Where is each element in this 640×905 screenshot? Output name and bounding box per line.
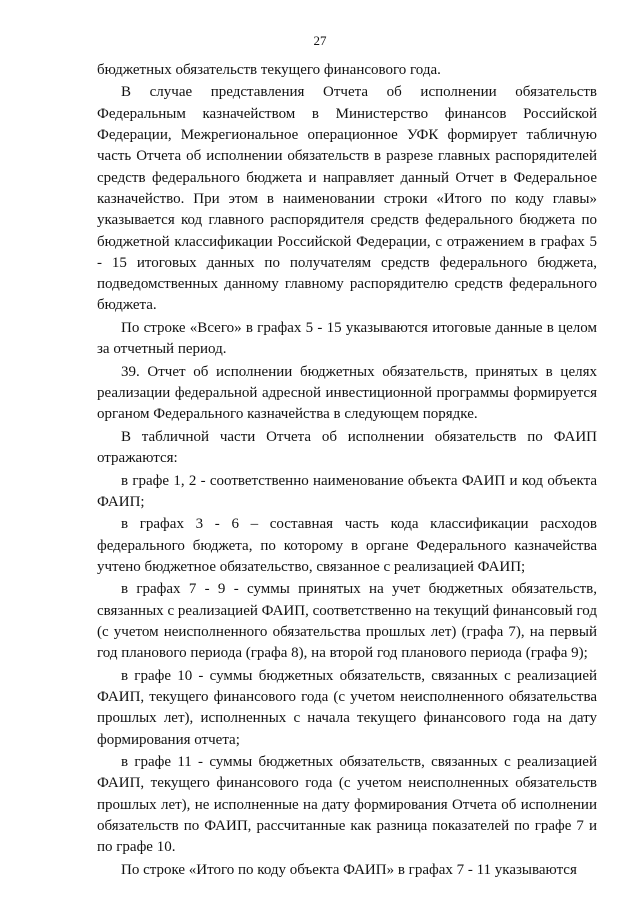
paragraph-total-row: По строке «Всего» в графах 5 - 15 указываются итоговые данные в целом за отчетный период. (97, 319, 597, 358)
paragraph-columns-7-9: в графах 7 - 9 - суммы принятых на учет бюджетных обязательств, связанных с реализацией ФАИП, соответственно на текущий финансовый год (с учетом неисполненного обязательства прошлых лет) (графа 7), на первый год планового периода (графа 8), на второй год планового периода (графа 9); (97, 581, 597, 662)
paragraph-continuation: бюджетных обязательств текущего финансового года. (97, 62, 441, 78)
paragraph-columns-1-2: в графе 1, 2 - соответственно наименование объекта ФАИП и код объекта ФАИП; (97, 472, 597, 510)
paragraph-column-11: в графе 11 - суммы бюджетных обязательств, связанных с реализацией ФАИП, текущего финансового года (с учетом неисполненных обязательств прошлых лет), не исполненные на дату формирования Отчета об исполнении обязательств по ФАИП, рассчитанные как разница показателей по графе 7 и по графе 10. (97, 754, 597, 856)
paragraph-section-39: 39. Отчет об исполнении бюджетных обязательств, принятых в целях реализации федеральной адресной инвестиционной программы формируется органом Федерального казначейства в следующем порядке. (97, 363, 597, 423)
document-body (97, 60, 597, 882)
paragraph-columns-3-6: в графах 3 - 6 – составная часть кода классификации расходов федерального бюджета, по которому в органе Федерального казначейства учтено бюджетное обязательство, связанное с реализацией ФАИП; (97, 516, 597, 575)
paragraph-table-part-intro: В табличной части Отчета об исполнении обязательств по ФАИП отражаются: (97, 428, 597, 467)
paragraph-federal-treasury-report: В случае представления Отчета об исполнении обязательств Федеральным казначейством в Министерство финансов Российской Федерации, Межрегиональное операционное УФК формирует табличную часть Отчета об исполнении обязательств в разрезе главных распорядителей средств федерального бюджета и направляет данный Отчет в Федеральное казначейство. При этом в наименовании строки «Итого по коду главы» указывается код главного распорядителя средств федерального бюджета по бюджетной классификации Российской Федерации, с отражением в графах 5 - 15 итоговых данных по получателям средств федерального бюджета, подведомственных данному главному распорядителю средств федерального бюджета. (97, 84, 597, 314)
page-number: 27 (313, 33, 327, 48)
paragraph-faip-total-row: По строке «Итого по коду объекта ФАИП» в графах 7 - 11 указываются (121, 861, 577, 878)
paragraph-column-10: в графе 10 - суммы бюджетных обязательств, связанных с реализацией ФАИП, текущего финансового года (с учетом неисполненного обязательства прошлых лет), исполненных с начала текущего финансового года на дату формирования отчета; (97, 667, 597, 748)
